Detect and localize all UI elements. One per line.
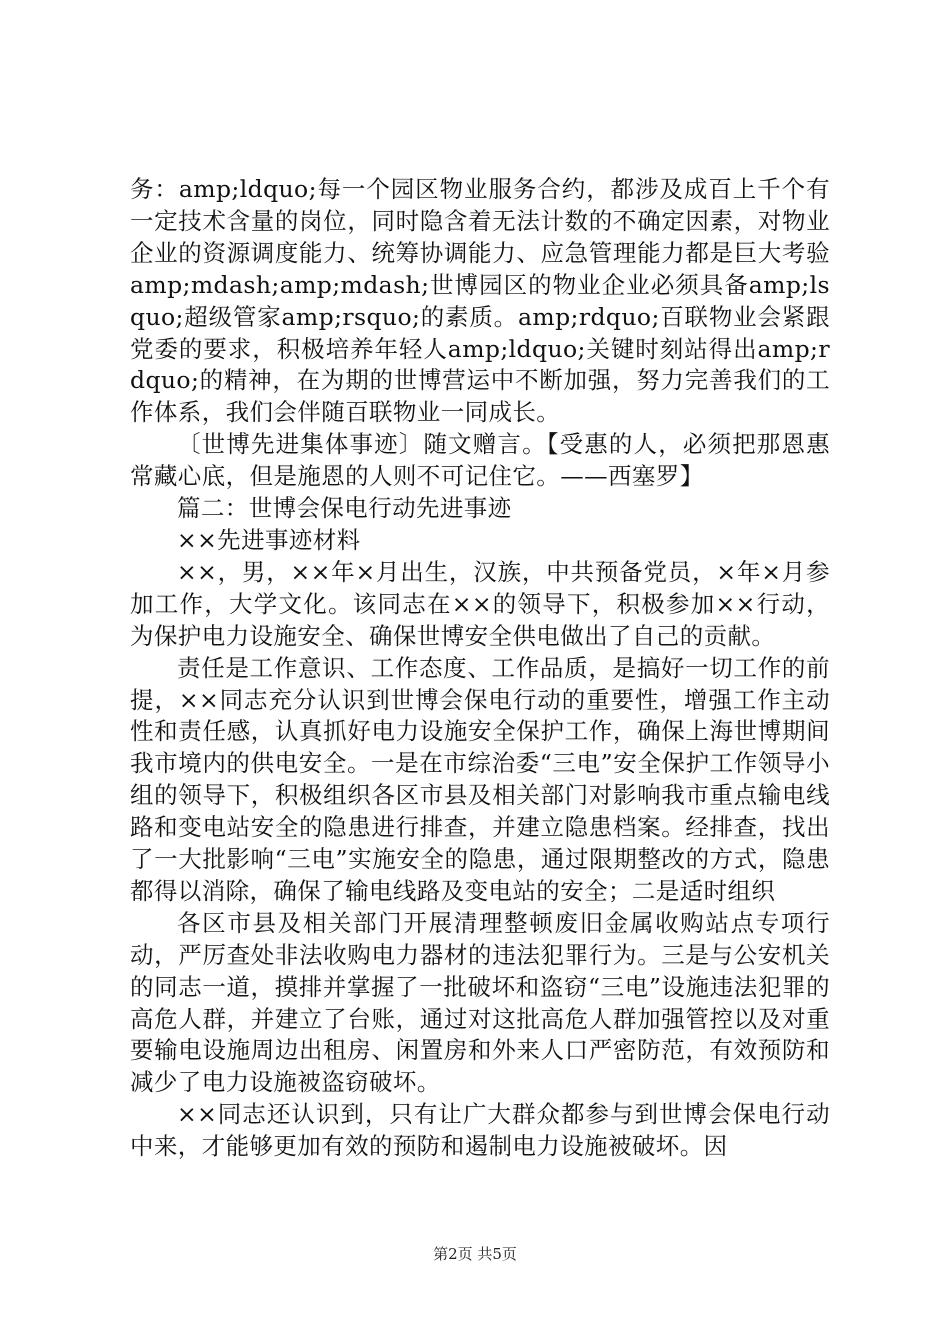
paragraph-actions: 各区市县及相关部门开展清理整顿废旧金属收购站点专项行动，严厉查处非法收购电力器材的违法犯罪行为。三是与公安机关的同志一道，摸排并掌握了一批破坏和盗窃“三电”设施违法犯罪的高危人群，并建立了台账，通过对这批高危人群加强管控以及对重要输电设施周边出租房、闲置房和外来人口严密防范，有效预防和减少了电力设施被盗窃破坏。	[130, 908, 830, 1097]
section-heading: 篇二：世博会保电行动先进事迹	[177, 494, 512, 523]
paragraph-profile: ××，男，××年×月出生，汉族，中共预备党员，×年×月参加工作，大学文化。该同志在××的领导下，积极参加××行动，为保护电力设施安全、确保世博安全供电做出了自己的贡献。	[130, 557, 830, 650]
document-body	[130, 174, 830, 1163]
paragraph-quote: 〔世博先进集体事迹〕随文赠言。【受惠的人，必须把那恩惠常藏心底，但是施恩的人则不可记住它。——西塞罗】	[130, 430, 830, 491]
page-number-footer: 第2页 共5页	[433, 1245, 517, 1263]
material-title: ××先进事迹材料	[177, 525, 361, 554]
paragraph-public-participation: ××同志还认识到，只有让广大群众都参与到世博会保电行动中来，才能够更加有效的预防和遏制电力设施被破坏。因	[130, 1100, 830, 1161]
paragraph-continuation: 务：amp;ldquo;每一个园区物业服务合约，都涉及成百上千个有一定技术含量的岗位，同时隐含着无法计数的不确定因素，对物业企业的资源调度能力、统筹协调能力、应急管理能力都是巨大考验amp;mdash;amp;mdash;世博园区的物业企业必须具备amp;lsquo;超级管家amp;rsquo;的素质。amp;rdquo;百联物业会紧跟党委的要求，积极培养年轻人amp;ldquo;关键时刻站得出amp;rdquo;的精神，在为期的世博营运中不断加强，努力完善我们的工作体系，我们会伴随百联物业一同成长。	[130, 175, 830, 427]
paragraph-responsibility: 责任是工作意识、工作态度、工作品质，是搞好一切工作的前提，××同志充分认识到世博会保电行动的重要性，增强工作主动性和责任感，认真抓好电力设施安全保护工作，确保上海世博期间我市境内的供电安全。一是在市综治委“三电”安全保护工作领导小组的领导下，积极组织各区市县及相关部门对影响我市重点输电线路和变电站安全的隐患进行排查，并建立隐患档案。经排查，找出了一大批影响“三电”实施安全的隐患，通过限期整改的方式，隐患都得以消除，确保了输电线路及变电站的安全；二是适时组织	[130, 653, 830, 905]
